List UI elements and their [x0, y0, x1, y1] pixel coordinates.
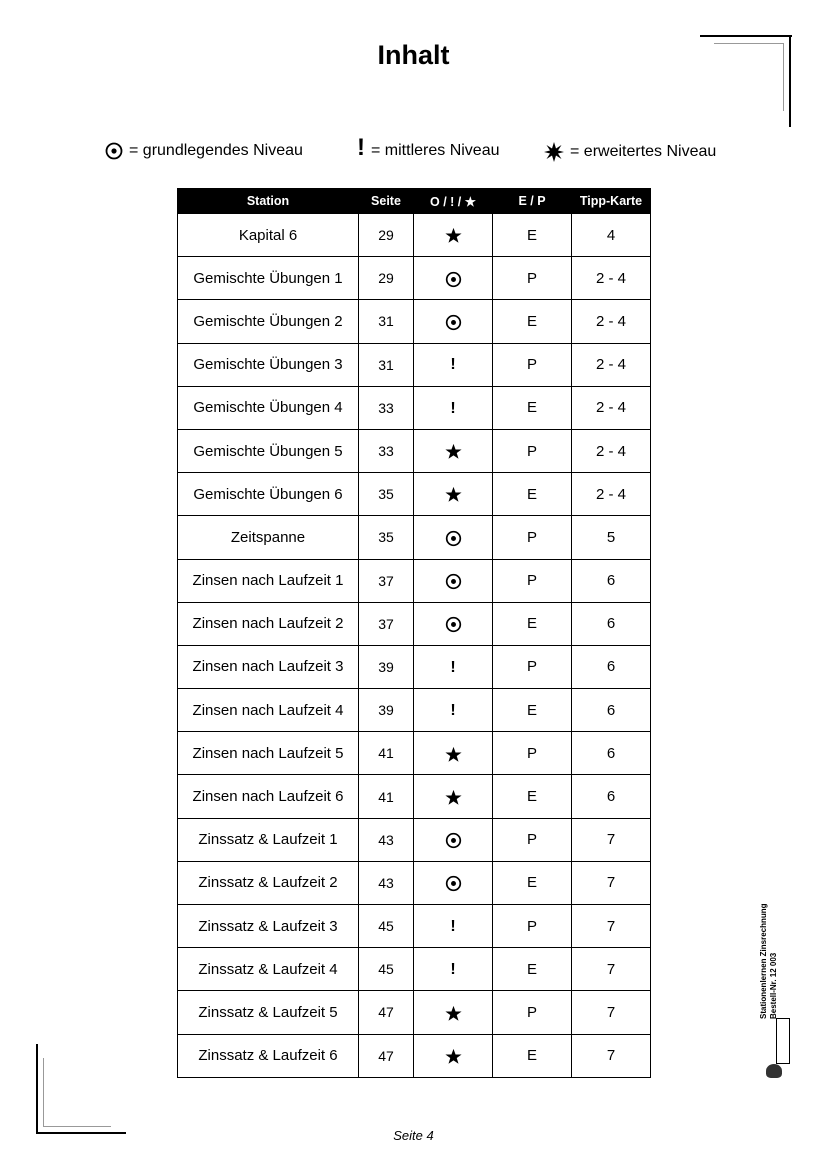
cell-ep: P: [493, 645, 572, 688]
cell-tipp: 7: [572, 948, 651, 991]
page-number: Seite 4: [393, 1128, 434, 1143]
cell-level: [414, 429, 493, 472]
side-title: Stationenlernen Zinsrechnung: [759, 903, 768, 1019]
cell-ep: P: [493, 905, 572, 948]
cell-tipp: 5: [572, 516, 651, 559]
corner-decoration-bottom: [43, 1126, 111, 1127]
cell-level: [414, 343, 493, 386]
cell-seite: 43: [359, 861, 414, 904]
cell-level: [414, 473, 493, 516]
star-icon: [445, 746, 462, 763]
cell-tipp: 6: [572, 689, 651, 732]
star-burst-icon: [544, 142, 564, 162]
cell-level: [414, 905, 493, 948]
cell-level: [414, 732, 493, 775]
cell-seite: 37: [359, 559, 414, 602]
cell-tipp: 6: [572, 559, 651, 602]
header-ep: E / P: [493, 189, 572, 214]
circle-dot-icon: [445, 832, 462, 849]
table-row: [178, 516, 651, 559]
star-icon: [445, 486, 462, 503]
cell-ep: E: [493, 386, 572, 429]
table-row: [178, 214, 651, 257]
cell-seite: 37: [359, 602, 414, 645]
cell-ep: P: [493, 991, 572, 1034]
cell-station: Zinsen nach Laufzeit 1: [178, 559, 359, 602]
cell-seite: 33: [359, 429, 414, 472]
cell-tipp: 2 - 4: [572, 300, 651, 343]
star-icon: [445, 227, 462, 244]
circle-dot-icon: [445, 616, 462, 633]
page-title: Inhalt: [377, 40, 450, 70]
cell-station: Zinsen nach Laufzeit 2: [178, 602, 359, 645]
cell-seite: 45: [359, 905, 414, 948]
cell-station: Gemischte Übungen 1: [178, 257, 359, 300]
cell-tipp: 7: [572, 861, 651, 904]
cell-level: [414, 645, 493, 688]
circle-dot-icon: [445, 271, 462, 288]
cell-level: [414, 948, 493, 991]
table-row: [178, 818, 651, 861]
circle-dot-icon: [445, 314, 462, 331]
circle-dot-icon: [445, 875, 462, 892]
table-row: [178, 861, 651, 904]
table-row: [178, 991, 651, 1034]
cell-seite: 47: [359, 991, 414, 1034]
cell-ep: E: [493, 473, 572, 516]
exclamation-icon: !: [357, 134, 365, 161]
circle-dot-icon: [105, 142, 123, 160]
cell-station: Gemischte Übungen 4: [178, 386, 359, 429]
cell-station: Zeitspanne: [178, 516, 359, 559]
cell-station: Kapital 6: [178, 214, 359, 257]
cell-seite: 43: [359, 818, 414, 861]
table-row: [178, 429, 651, 472]
cell-tipp: 7: [572, 1034, 651, 1077]
table-row: [178, 948, 651, 991]
cell-ep: E: [493, 214, 572, 257]
header-levels: O / ! / ★: [414, 189, 493, 214]
table-row: [178, 386, 651, 429]
cell-ep: E: [493, 861, 572, 904]
table-row: [178, 300, 651, 343]
table-row: [178, 775, 651, 818]
cell-tipp: 7: [572, 991, 651, 1034]
table-row: [178, 257, 651, 300]
table-row: [178, 602, 651, 645]
cell-station: Zinsen nach Laufzeit 6: [178, 775, 359, 818]
cell-station: Zinssatz & Laufzeit 1: [178, 818, 359, 861]
table-row: [178, 343, 651, 386]
star-icon: [445, 443, 462, 460]
cell-level: [414, 300, 493, 343]
cell-level: [414, 214, 493, 257]
cell-tipp: 2 - 4: [572, 257, 651, 300]
cell-tipp: 6: [572, 645, 651, 688]
exclamation-icon: !: [450, 399, 456, 417]
cell-seite: 33: [359, 386, 414, 429]
cell-seite: 35: [359, 516, 414, 559]
corner-decoration-top: [700, 35, 792, 37]
cell-station: Gemischte Übungen 2: [178, 300, 359, 343]
legend-item-advanced: [544, 142, 716, 162]
cell-station: Gemischte Übungen 6: [178, 473, 359, 516]
cell-level: [414, 991, 493, 1034]
cell-level: [414, 1034, 493, 1077]
cell-ep: P: [493, 343, 572, 386]
cell-tipp: 2 - 4: [572, 343, 651, 386]
cell-ep: P: [493, 429, 572, 472]
cell-seite: 39: [359, 645, 414, 688]
cell-station: Gemischte Übungen 5: [178, 429, 359, 472]
cell-ep: E: [493, 300, 572, 343]
cell-ep: P: [493, 559, 572, 602]
cell-level: [414, 818, 493, 861]
corner-decoration-top: [783, 43, 784, 111]
cell-ep: P: [493, 516, 572, 559]
cell-tipp: 6: [572, 602, 651, 645]
exclamation-icon: !: [450, 961, 456, 979]
publisher-logo: [764, 1018, 794, 1078]
cell-ep: E: [493, 948, 572, 991]
cell-seite: 29: [359, 214, 414, 257]
table-row: [178, 1034, 651, 1077]
cell-station: Zinsen nach Laufzeit 4: [178, 689, 359, 732]
cell-ep: E: [493, 602, 572, 645]
cell-ep: E: [493, 689, 572, 732]
cell-level: [414, 861, 493, 904]
corner-decoration-top: [714, 43, 784, 44]
exclamation-icon: !: [450, 658, 456, 676]
cell-seite: 41: [359, 775, 414, 818]
cell-level: [414, 689, 493, 732]
star-icon: [445, 1005, 462, 1022]
cell-seite: 31: [359, 343, 414, 386]
legend-text: = mittleres Niveau: [371, 142, 500, 159]
cell-station: Zinsen nach Laufzeit 3: [178, 645, 359, 688]
cell-seite: 29: [359, 257, 414, 300]
cell-tipp: 4: [572, 214, 651, 257]
table-header-row: [178, 189, 651, 214]
cell-tipp: 6: [572, 732, 651, 775]
level-legend: [0, 134, 827, 172]
star-icon: [445, 789, 462, 806]
table-row: [178, 905, 651, 948]
cell-level: [414, 516, 493, 559]
cell-tipp: 7: [572, 818, 651, 861]
contents-table: [177, 188, 651, 1078]
circle-dot-icon: [445, 573, 462, 590]
exclamation-icon: !: [450, 356, 456, 374]
cell-ep: P: [493, 818, 572, 861]
cell-seite: 35: [359, 473, 414, 516]
header-station: Station: [178, 189, 359, 214]
cell-station: Zinsen nach Laufzeit 5: [178, 732, 359, 775]
corner-decoration-bottom: [43, 1058, 44, 1126]
cell-seite: 41: [359, 732, 414, 775]
cell-seite: 45: [359, 948, 414, 991]
legend-text: = grundlegendes Niveau: [129, 142, 303, 159]
cell-tipp: 2 - 4: [572, 386, 651, 429]
cell-ep: P: [493, 732, 572, 775]
legend-item-basic: [105, 142, 303, 160]
cell-level: [414, 386, 493, 429]
corner-decoration-bottom: [36, 1044, 38, 1134]
cell-level: [414, 559, 493, 602]
cell-ep: E: [493, 1034, 572, 1077]
cell-level: [414, 257, 493, 300]
exclamation-icon: !: [450, 917, 456, 935]
cell-tipp: 2 - 4: [572, 473, 651, 516]
table-row: [178, 559, 651, 602]
star-icon: [445, 1048, 462, 1065]
cell-level: [414, 775, 493, 818]
cell-tipp: 7: [572, 905, 651, 948]
cell-seite: 31: [359, 300, 414, 343]
table-row: [178, 645, 651, 688]
cell-station: Zinssatz & Laufzeit 3: [178, 905, 359, 948]
corner-decoration-top: [789, 35, 791, 127]
side-order-number: Bestell-Nr. 12 003: [769, 952, 778, 1019]
cell-station: Zinssatz & Laufzeit 5: [178, 991, 359, 1034]
header-seite: Seite: [359, 189, 414, 214]
cell-station: Zinssatz & Laufzeit 4: [178, 948, 359, 991]
cell-ep: E: [493, 775, 572, 818]
cell-seite: 47: [359, 1034, 414, 1077]
exclamation-icon: !: [450, 701, 456, 719]
table-row: [178, 689, 651, 732]
cell-seite: 39: [359, 689, 414, 732]
cell-station: Zinssatz & Laufzeit 2: [178, 861, 359, 904]
cell-level: [414, 602, 493, 645]
cell-station: Zinssatz & Laufzeit 6: [178, 1034, 359, 1077]
circle-dot-icon: [445, 530, 462, 547]
cell-tipp: 2 - 4: [572, 429, 651, 472]
table-row: [178, 732, 651, 775]
cell-ep: P: [493, 257, 572, 300]
header-tipp: Tipp-Karte: [572, 189, 651, 214]
legend-item-medium: [357, 134, 500, 161]
publisher-sidebar: [760, 868, 812, 1018]
legend-text: = erweitertes Niveau: [570, 143, 717, 160]
cell-station: Gemischte Übungen 3: [178, 343, 359, 386]
table-row: [178, 473, 651, 516]
cell-tipp: 6: [572, 775, 651, 818]
